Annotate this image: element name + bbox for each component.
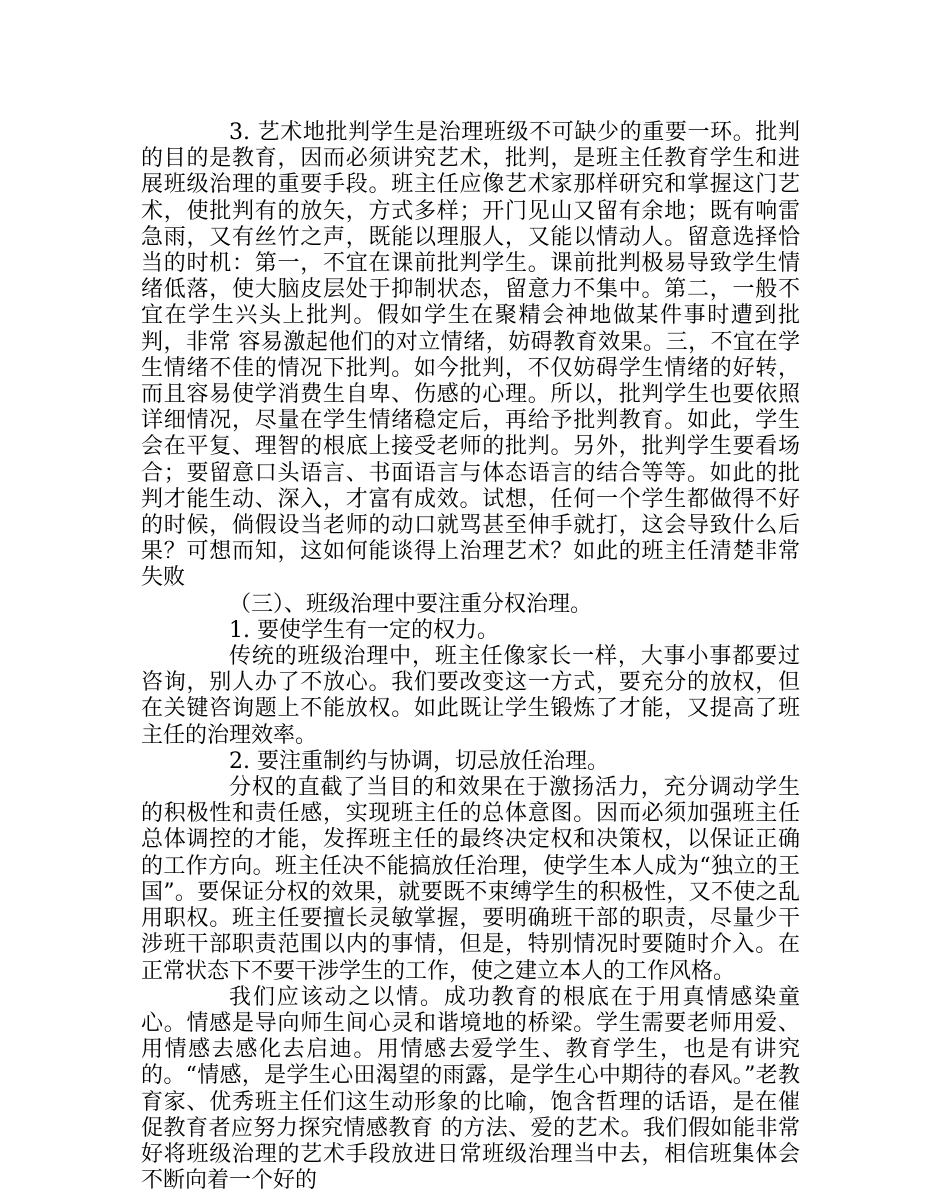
paragraph-art-criticism: 3. 艺术地批判学生是治理班级不可缺少的重要一环。批判的目的是教育，因而必须讲究艺术，批判，是班主任教育学生和进展班级治理的重要手段。班主任应像艺术家那样研究和掌握这门艺术，使批判有的放矢，方式多样；开门见山又留有余地；既有响雷急雨，又有丝竹之声，既能以理服人，又能以情动人。留意选择恰当的时机：第一，不宜在课前批判学生。课前批判极易导致学生情绪低落，使大脑皮层处于抑制状态，留意力不集中。第二，一般不宜在学生兴头上批判。假如学生在聚精会神地做某件事时遭到批判，非常 容易激起他们的对立情绪，妨碍教育效果。三，不宜在学生情绪不佳的情况下批判。如今批判，不仅妨碍学生情绪的好转，而且容易使学消费生自卑、伤感的心理。所以，批判学生也要依照详细情况，尽量在学生情绪稳定后，再给予批判教育。如此，学生会在平复、理智的根底上接受老师的批判。另外，批判学生要看场合；要留意口头语言、书面语言与体态语言的结合等等。如此的批判才能生动、深入，才富有成效。试想，任何一个学生都做得不好的时候，倘假设当老师的动口就骂甚至伸手就打，这会导致什么后果？可想而知，这如何能谈得上治理艺术？如此的班主任清楚非常失败 (141, 120, 800, 591)
paragraph-decentralization: 分权的直截了当目的和效果在于激扬活力，充分调动学生的积极性和责任感，实现班主任的总体意图。因而必须加强班主任总体调控的才能，发挥班主任的最终决定权和决策权，以保证正确的工作方向。班主任决不能搞放任治理，使学生本人成为“独立的王国”。要保证分权的效果，就要既不束缚学生的积极性，又不使之乱用职权。班主任要擅长灵敏掌握，要明确班干部的职责，尽量少干涉班干部职责范围以内的事情，但是，特别情况时要随时介入。在正常状态下不要干涉学生的工作，使之建立本人的工作风格。 (141, 775, 800, 984)
subheading-2: 2. 要注重制约与协调，切忌放任治理。 (229, 748, 609, 774)
section-heading-3: （三）、班级治理中要注重分权治理。 (229, 591, 593, 617)
paragraph-emotion: 我们应该动之以情。成功教育的根底在于用真情感染童心。情感是导向师生间心灵和谐境地的桥梁。学生需要老师用爱、用情感去感化去启迪。用情感去爱学生、教育学生，也是有讲究的。“情感，是学生心田渴望的雨露，是学生心中期待的春风。”老教育家、优秀班主任们这生动形象的比喻，饱含哲理的话语，是在催促教育者应努力探究情感教育 的方法、爱的艺术。我们假如能非常好将班级治理的艺术手段放进日常班级治理当中去，相信班集体会不断向着一个好的 (141, 984, 800, 1194)
subheading-1: 1. 要使学生有一定的权力。 (229, 617, 499, 643)
paragraph-traditional-management: 传统的班级治理中，班主任像家长一样，大事小事都要过咨询，别人办了不放心。我们要改变这一方式，要充分的放权，但在关键咨询题上不能放权。如此既让学生锻炼了才能，又提高了班主任的治理效率。 (141, 644, 800, 748)
